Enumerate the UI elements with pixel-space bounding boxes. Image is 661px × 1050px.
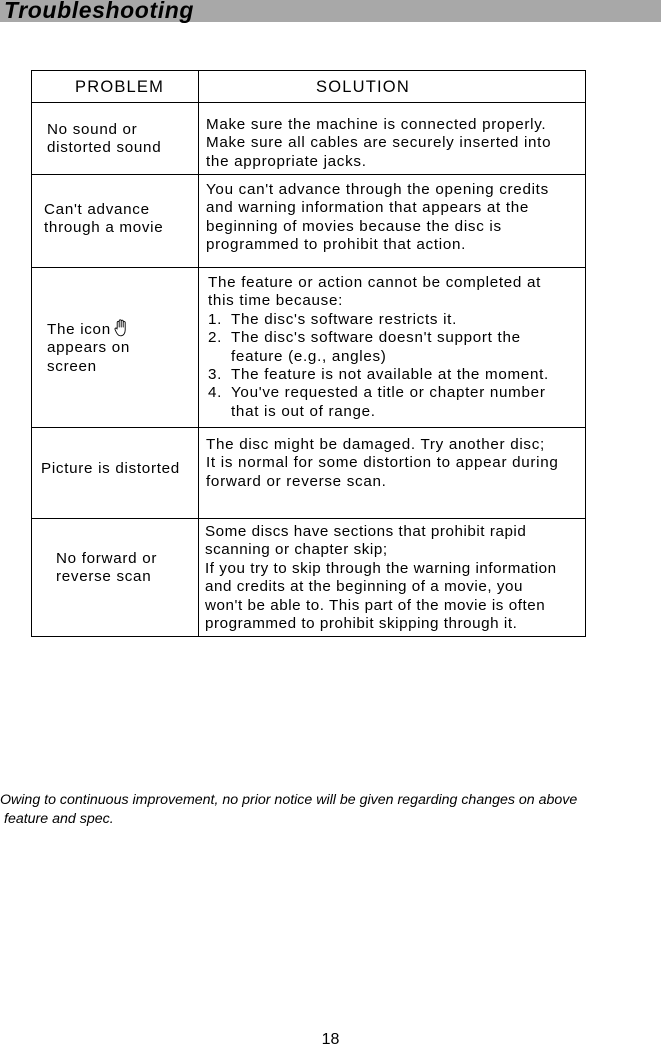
- list-line: The disc's software restricts it.: [231, 310, 458, 328]
- solution-line: and credits at the beginning of a movie, you: [205, 578, 524, 596]
- list-number: 1.: [208, 310, 223, 328]
- solution-line: the appropriate jacks.: [206, 152, 367, 170]
- solution-line: Make sure the machine is connected properly.: [206, 116, 547, 133]
- solution-cell-5: [205, 523, 557, 633]
- solution-line: programmed to prohibit skipping through it.: [205, 615, 518, 633]
- header-problem: PROBLEM: [75, 78, 165, 96]
- list-item: [208, 384, 549, 421]
- notice-line: feature and spec.: [4, 810, 114, 827]
- problem-cell-3: [47, 319, 130, 376]
- solution-cell-2: [206, 181, 549, 255]
- solution-line: It is normal for some distortion to appear during: [206, 454, 559, 472]
- list-item: [208, 329, 549, 366]
- solution-line: Make sure all cables are securely inserted into: [206, 134, 552, 152]
- problem-line: [47, 319, 130, 339]
- hand-stop-icon: [114, 319, 129, 337]
- solution-line: and warning information that appears at the: [206, 199, 530, 217]
- header-solution: SOLUTION: [316, 78, 410, 96]
- problem-line: reverse scan: [56, 568, 152, 586]
- problem-line-text: The icon: [47, 321, 111, 338]
- list-item: [208, 366, 549, 384]
- solution-line: If you try to skip through the warning information: [205, 559, 557, 577]
- problem-cell-5: [56, 550, 157, 587]
- solution-line: programmed to prohibit that action.: [206, 236, 467, 254]
- solution-line: The disc might be damaged. Try another disc;: [206, 436, 545, 453]
- solution-line: this time because:: [208, 292, 344, 310]
- problem-line: screen: [47, 357, 97, 375]
- row-divider: [32, 102, 585, 103]
- troubleshooting-table: [31, 70, 586, 637]
- solution-cell-1: [206, 116, 551, 171]
- row-divider: [32, 174, 585, 175]
- list-line: feature (e.g., angles): [231, 347, 387, 365]
- page-title: Troubleshooting: [4, 0, 195, 23]
- problem-cell-2: [44, 201, 163, 238]
- solution-line: scanning or chapter skip;: [205, 541, 388, 559]
- notice-line: Owing to continuous improvement, no prior notice will be given regarding changes on above: [0, 792, 578, 808]
- list-number: 2.: [208, 329, 223, 347]
- row-divider: [32, 518, 585, 519]
- page-number: 18: [321, 1031, 340, 1048]
- solution-line: You can't advance through the opening credits: [206, 181, 549, 198]
- problem-cell-4: [41, 460, 180, 478]
- problem-line: No forward or: [56, 550, 158, 567]
- solution-line: The feature or action cannot be completed at: [208, 274, 542, 291]
- problem-line: through a movie: [44, 219, 164, 237]
- problem-line: appears on: [47, 339, 130, 357]
- title-bar: [0, 0, 661, 22]
- list-item: [208, 311, 549, 329]
- problem-line: No sound or: [47, 121, 138, 138]
- solution-cell-4: [206, 436, 559, 491]
- list-line: You've requested a title or chapter number: [231, 384, 546, 402]
- problem-line: Picture is distorted: [41, 460, 180, 477]
- solution-line: Some discs have sections that prohibit rapid: [205, 523, 527, 540]
- list-line: The disc's software doesn't support the: [231, 329, 521, 347]
- solution-line: won't be able to. This part of the movie is often: [205, 596, 546, 614]
- problem-cell-1: [47, 121, 161, 158]
- solution-line: beginning of movies because the disc is: [206, 217, 502, 235]
- problem-line: Can't advance: [44, 201, 150, 218]
- improvement-notice: [0, 791, 661, 828]
- row-divider: [32, 427, 585, 428]
- row-divider: [32, 267, 585, 268]
- column-divider: [198, 71, 199, 636]
- list-line: that is out of range.: [231, 402, 376, 420]
- list-number: 4.: [208, 384, 223, 402]
- solution-line: forward or reverse scan.: [206, 472, 387, 490]
- list-line: The feature is not available at the moment.: [231, 366, 549, 384]
- problem-line: distorted sound: [47, 139, 162, 157]
- list-number: 3.: [208, 366, 223, 384]
- solution-cell-3: [208, 274, 549, 421]
